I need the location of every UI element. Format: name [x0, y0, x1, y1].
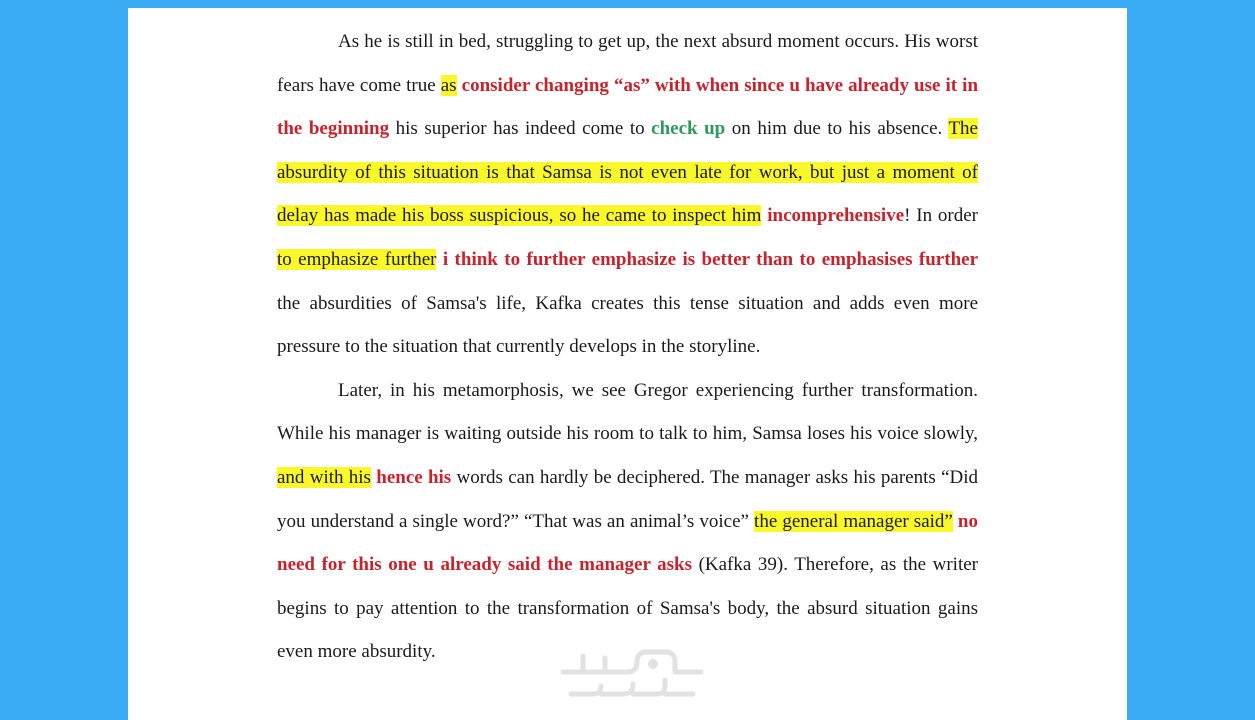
review-comment: no need for this one u already said the manager asks: [277, 510, 978, 576]
text-run: (Kafka 39). Therefore, as the writer begins to pay attention to the transformation of Samsa's body, the absurd situation gains even more absurdity.: [277, 554, 978, 663]
review-comment: hence his: [376, 466, 452, 488]
text-run: on him due to his absence.: [725, 118, 949, 140]
essay-text: [277, 20, 978, 674]
highlighted-text: The absurdity of this situation is that Samsa is not even late for work, but just a moment of delay has made his boss suspicious, so he came to inspect him: [277, 118, 978, 227]
review-comment: incomprehensive: [767, 205, 905, 227]
text-run: his superior has indeed come to: [389, 118, 652, 140]
text-run: the absurdities of Samsa's life, Kafka creates this tense situation and adds even more pressure to the situation that currently develops in the storyline.: [277, 292, 978, 358]
highlighted-text: to emphasize further: [277, 248, 437, 270]
highlighted-text: the general manager said”: [754, 510, 953, 532]
highlighted-text: as: [440, 74, 457, 96]
suggested-phrase: check up: [651, 118, 726, 140]
review-comment: i think to further emphasize is better than to emphasises further: [442, 248, 979, 270]
text-run: ! In order: [904, 205, 978, 227]
paragraph-2: [277, 369, 978, 674]
text-run: As he is still in bed, struggling to get up, the next absurd moment occurs. His worst fears have come true: [277, 31, 978, 96]
paragraph-1: [277, 20, 978, 369]
text-run: Later, in his metamorphosis, we see Gregor experiencing further transformation. While his manager is waiting outside his room to talk to him, Samsa loses his voice slowly,: [277, 379, 978, 445]
highlighted-text: and with his: [277, 466, 371, 488]
review-comment: consider changing “as” with when since u have already use it in the beginning: [277, 74, 979, 140]
document-page: [128, 8, 1127, 720]
text-run: words can hardly be deciphered. The manager asks his parents “Did you understand a single word?” “That was an animal’s voice”: [277, 466, 978, 532]
